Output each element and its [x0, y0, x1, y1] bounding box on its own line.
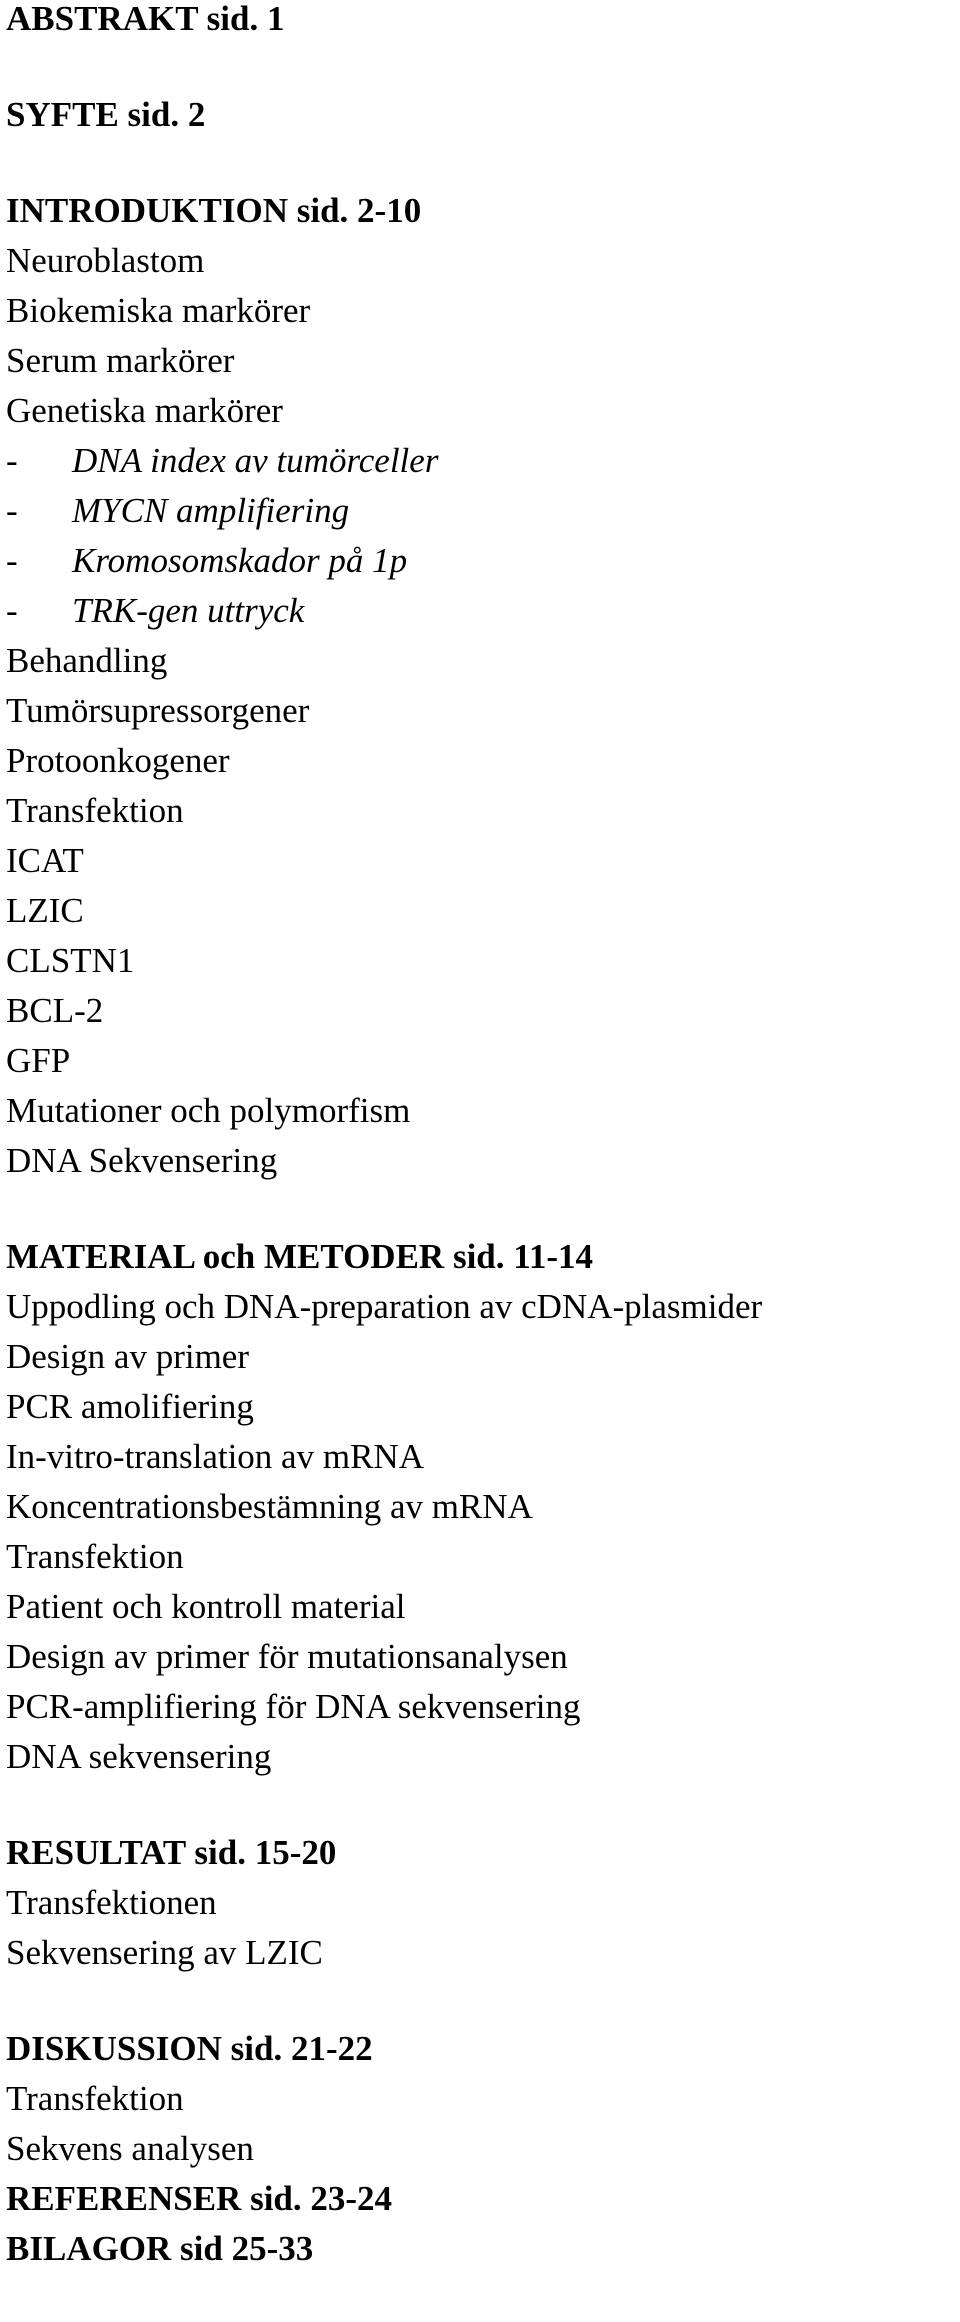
toc-heading-referenser: REFERENSER sid. 23-24: [6, 2179, 393, 2218]
toc-item: Design av primer: [6, 1337, 249, 1376]
toc-item: In-vitro-translation av mRNA: [6, 1437, 424, 1476]
toc-heading-abstrakt: ABSTRAKT sid. 1: [6, 0, 285, 38]
toc-subitem: [6, 436, 438, 486]
toc-item: Neuroblastom: [6, 241, 205, 280]
toc-subitem-label: TRK-gen uttryck: [72, 591, 305, 630]
toc-item: Sekvens analysen: [6, 2129, 254, 2168]
toc-heading-diskussion: DISKUSSION sid. 21-22: [6, 2029, 373, 2068]
toc-item: Genetiska markörer: [6, 391, 283, 430]
toc-subitem-label: DNA index av tumörceller: [72, 441, 439, 480]
toc-item: GFP: [6, 1041, 71, 1080]
toc-heading-introduktion: INTRODUKTION sid. 2-10: [6, 191, 422, 230]
toc-item: Transfektionen: [6, 1883, 217, 1922]
dash-bullet: -: [6, 491, 18, 530]
toc-item: LZIC: [6, 891, 84, 930]
dash-bullet: -: [6, 441, 18, 480]
toc-item: Transfektion: [6, 791, 184, 830]
toc-item: Behandling: [6, 641, 168, 680]
toc-item: Patient och kontroll material: [6, 1587, 406, 1626]
toc-subitem: [6, 586, 304, 636]
toc-item: Mutationer och polymorfism: [6, 1091, 411, 1130]
toc-item: PCR-amplifiering för DNA sekvensering: [6, 1687, 581, 1726]
toc-heading-resultat: RESULTAT sid. 15-20: [6, 1833, 337, 1872]
toc-item: CLSTN1: [6, 941, 135, 980]
toc-heading-material: MATERIAL och METODER sid. 11-14: [6, 1237, 593, 1276]
toc-item: Transfektion: [6, 2079, 184, 2118]
dash-bullet: -: [6, 541, 18, 580]
toc-item: DNA sekvensering: [6, 1737, 272, 1776]
toc-item: Serum markörer: [6, 341, 235, 380]
toc-item: ICAT: [6, 841, 84, 880]
toc-item: Protoonkogener: [6, 741, 230, 780]
toc-item: Koncentrationsbestämning av mRNA: [6, 1487, 533, 1526]
toc-item: PCR amolifiering: [6, 1387, 254, 1426]
toc-subitem-label: MYCN amplifiering: [72, 491, 350, 530]
toc-item: Tumörsupressorgener: [6, 691, 310, 730]
toc-subitem-label: Kromosomskador på 1p: [72, 541, 408, 580]
dash-bullet: -: [6, 591, 18, 630]
toc-item: Sekvensering av LZIC: [6, 1933, 323, 1972]
toc-heading-syfte: SYFTE sid. 2: [6, 95, 206, 134]
toc-item: BCL-2: [6, 991, 104, 1030]
toc-subitem: [6, 536, 407, 586]
toc-heading-bilagor: BILAGOR sid 25-33: [6, 2229, 314, 2268]
toc-item: Uppodling och DNA-preparation av cDNA-plasmider: [6, 1287, 763, 1326]
toc-item: Design av primer för mutationsanalysen: [6, 1637, 568, 1676]
toc-item: DNA Sekvensering: [6, 1141, 278, 1180]
toc-item: Biokemiska markörer: [6, 291, 311, 330]
toc-subitem: [6, 486, 349, 536]
toc-item: Transfektion: [6, 1537, 184, 1576]
